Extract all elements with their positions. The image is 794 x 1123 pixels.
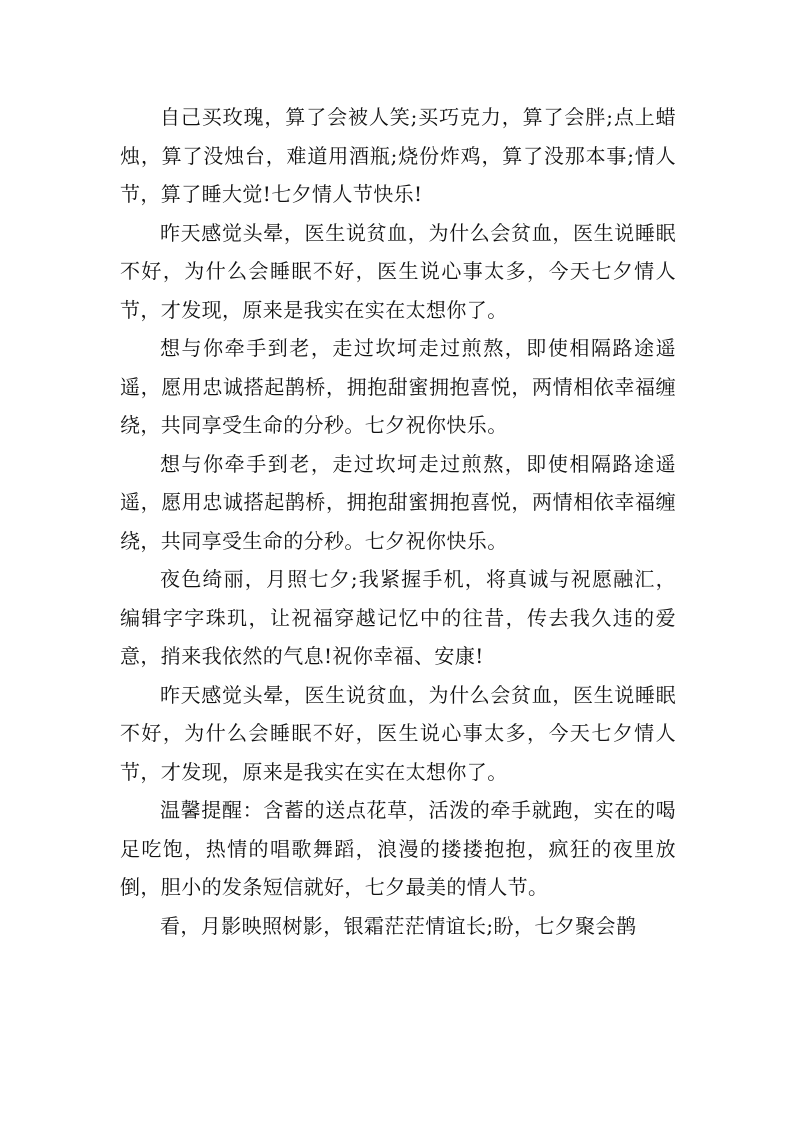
document-body: [120, 98, 676, 945]
paragraph-3: 想与你牵手到老，走过坎坷走过煎熬，即使相隔路途遥遥，愿用忠诚搭起鹊桥，拥抱甜蜜拥抱喜悦，两情相依幸福缠绕，共同享受生命的分秒。七夕祝你快乐。: [120, 336, 676, 437]
paragraph-2: 昨天感觉头晕，医生说贫血，为什么会贫血，医生说睡眠不好，为什么会睡眠不好，医生说心事太多，今天七夕情人节，才发现，原来是我实在实在太想你了。: [120, 220, 676, 322]
paragraph-7: 温馨提醒：含蓄的送点花草，活泼的牵手就跑，实在的喝足吃饱，热情的唱歌舞蹈，浪漫的搂搂抱抱，疯狂的夜里放倒，胆小的发条短信就好，七夕最美的情人节。: [120, 798, 676, 899]
paragraph-6: 昨天感觉头晕，医生说贫血，为什么会贫血，医生说睡眠不好，为什么会睡眠不好，医生说心事太多，今天七夕情人节，才发现，原来是我实在实在太想你了。: [120, 682, 676, 784]
paragraph-1: 自己买玫瑰，算了会被人笑;买巧克力，算了会胖;点上蜡烛，算了没烛台，难道用酒瓶;烧份炸鸡，算了没那本事;情人节，算了睡大觉!七夕情人节快乐!: [120, 105, 676, 206]
paragraph-4: 想与你牵手到老，走过坎坷走过煎熬，即使相隔路途遥遥，愿用忠诚搭起鹊桥，拥抱甜蜜拥抱喜悦，两情相依幸福缠绕，共同享受生命的分秒。七夕祝你快乐。: [120, 451, 676, 553]
paragraph-5: 夜色绮丽，月照七夕;我紧握手机，将真诚与祝愿融汇，编辑字字珠玑，让祝福穿越记忆中的往昔，传去我久违的爱意，捎来我依然的气息!祝你幸福、安康!: [120, 567, 676, 668]
paragraph-8: 看，月影映照树影，银霜茫茫情谊长;盼，七夕聚会鹊: [160, 913, 637, 938]
